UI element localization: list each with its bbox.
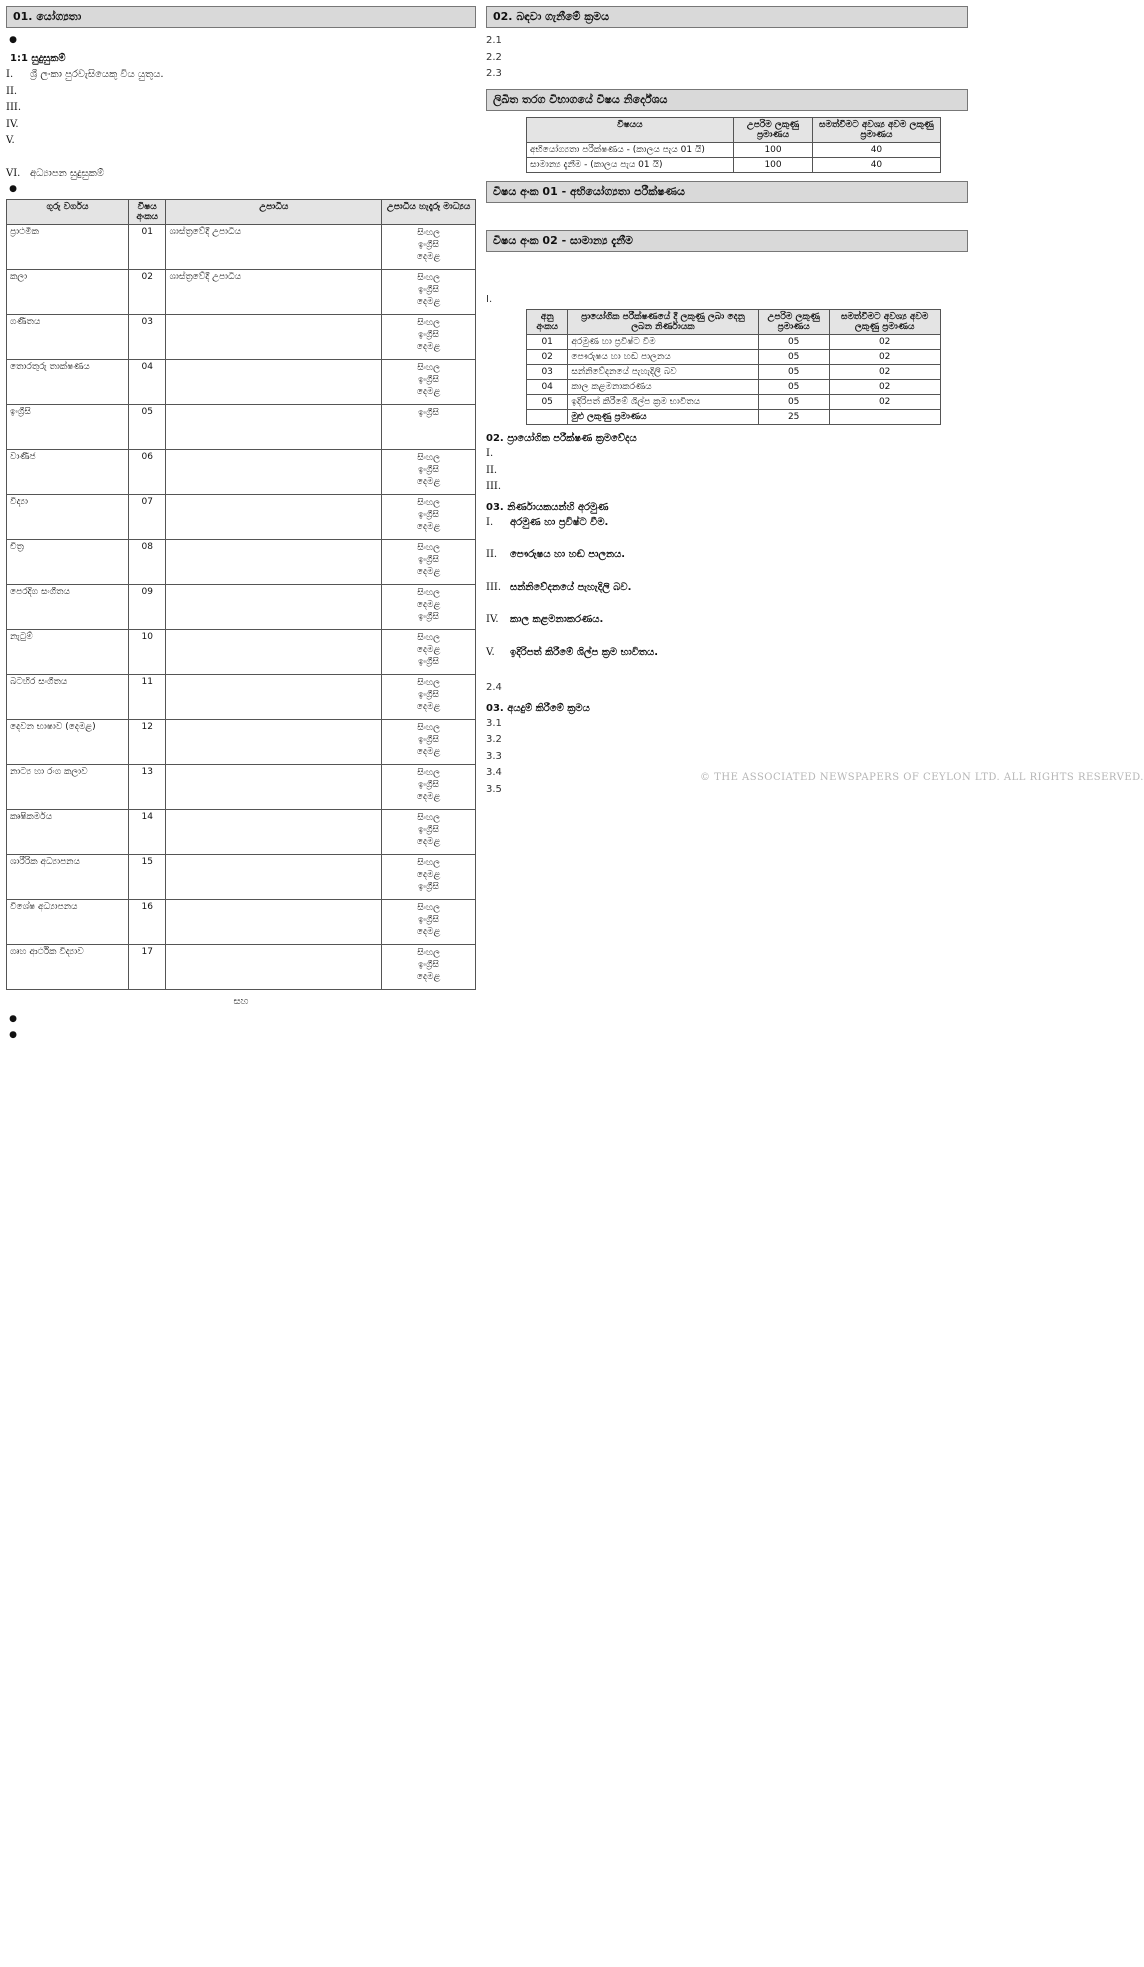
bottom-bullet — [6, 1029, 476, 1042]
medium-cell — [382, 585, 476, 630]
numbered-paragraph: 2.3 — [486, 68, 502, 79]
subject-no-cell: 17 — [128, 945, 166, 990]
medium-item: ඉංග්‍රීසි — [418, 960, 439, 971]
numbered-paragraph: 3.2 — [486, 734, 502, 745]
table-row — [7, 495, 476, 540]
numbered-paragraph: 2.4 — [486, 682, 502, 693]
medium-item: ඉංග්‍රීසි — [418, 882, 439, 893]
medium-cell — [382, 270, 476, 315]
header-degree: උපාධිය — [166, 200, 382, 225]
left-column — [6, 6, 476, 1045]
medium-cell — [382, 450, 476, 495]
medium-cell — [382, 855, 476, 900]
numbered-paragraph: 3.1 — [486, 717, 502, 729]
table-row — [7, 360, 476, 405]
table-row — [7, 450, 476, 495]
total-label-cell: මුළු ලකුණු ප්‍රමාණය — [568, 410, 758, 425]
header-medium: උපාධිය හැදෑරූ මාධ්‍යය — [382, 200, 476, 225]
header-subject: විෂයය — [527, 117, 734, 142]
section-application-title: 03. අයදුම් කිරීමේ ක්‍රමය — [486, 702, 590, 714]
medium-cell — [382, 765, 476, 810]
exam-note — [486, 277, 968, 290]
education-intro — [6, 183, 476, 196]
row-no-cell: 03 — [527, 365, 568, 380]
bottom-bullet — [6, 1013, 476, 1026]
subject-no-cell: 08 — [128, 540, 166, 585]
teacher-category-cell: තොරතුරු තාක්ෂණය — [7, 360, 129, 405]
criterion-cell: කාල කළමනාකරණය — [568, 380, 758, 395]
medium-item: සිංහල — [417, 588, 440, 598]
min-marks-cell: 02 — [829, 380, 940, 395]
medium-item: සිංහල — [417, 273, 440, 283]
min-marks-cell: 02 — [829, 395, 940, 410]
teacher-category-cell: ගෘහ ආර්ථික විද්‍යාව — [7, 945, 129, 990]
medium-item: ඉංග්‍රීසි — [418, 465, 439, 476]
medium-cell — [382, 360, 476, 405]
medium-item: දෙමළ — [416, 477, 441, 488]
medium-item: සිංහල — [417, 948, 440, 958]
qualification-item: V. — [6, 135, 15, 146]
subject-1-title: විෂය අංක 01 - අභියෝග්‍යතා පරීක්ෂණය — [486, 181, 968, 203]
subject-no-cell: 02 — [128, 270, 166, 315]
max-marks-cell: 100 — [733, 142, 813, 157]
bullet-icon: ● — [9, 184, 17, 194]
medium-item: දෙමළ — [416, 870, 441, 881]
header-subject-no: විෂය අංකය — [128, 200, 166, 225]
table-row — [7, 225, 476, 270]
criterion-number: III. — [486, 581, 502, 593]
criterion-cell: ඉදිරිපත් කිරීමේ ශිල්ප ක්‍රම භාවිතය — [568, 395, 758, 410]
criterion-cell: පෞරුෂය හා හඬ පාලනය — [568, 350, 758, 365]
medium-item: දෙමළ — [416, 645, 441, 656]
teacher-category-cell: ප්‍රාථමික — [7, 225, 129, 270]
criterion-heading — [486, 516, 968, 530]
medium-cell — [382, 540, 476, 585]
table-row — [7, 945, 476, 990]
medium-item: සිංහල — [417, 318, 440, 328]
criterion-text — [510, 532, 968, 545]
subject-no-cell: 15 — [128, 855, 166, 900]
criterion-number: II. — [486, 549, 498, 560]
header-teacher-category: ගුරු වර්ගය — [7, 200, 129, 225]
teacher-category-cell: පෙරදිග සංගීතය — [7, 585, 129, 630]
criterion-text — [510, 630, 968, 643]
medium-item: සිංහල — [417, 633, 440, 643]
medium-item: දෙමළ — [416, 702, 441, 713]
subject-no-cell: 12 — [128, 720, 166, 765]
subject-1-text — [486, 209, 968, 222]
table-row — [7, 675, 476, 720]
criterion-number: IV. — [486, 614, 499, 625]
total-value-cell: 25 — [758, 410, 829, 425]
medium-cell — [382, 810, 476, 855]
qualification-item: I. ශ්‍රී ලංකා පුරවැසියෙකු විය යුතුය. — [6, 69, 164, 80]
medium-item: සිංහල — [417, 498, 440, 508]
criteria-list — [486, 516, 968, 676]
medium-item: සිංහල — [417, 858, 440, 868]
min-marks-cell: 02 — [829, 350, 940, 365]
numbered-paragraph: 2.1 — [486, 35, 502, 46]
header-min-marks: සමත්වීමට අවශ්‍ය අවම ලකුණු ප්‍රමාණය — [813, 117, 940, 142]
degree-cell — [166, 900, 382, 945]
method-item: III. — [486, 481, 502, 492]
criterion-title: පෞරුෂය හා හඬ පාලනය. — [510, 549, 626, 560]
medium-item: දෙමළ — [416, 600, 441, 611]
row-no-cell: 05 — [527, 395, 568, 410]
total-empty-cell — [829, 410, 940, 425]
degree-cell — [166, 585, 382, 630]
medium-item: ඉංග්‍රීසි — [418, 657, 439, 668]
medium-item: ඉංග්‍රීසි — [418, 735, 439, 746]
degree-cell — [166, 855, 382, 900]
qualification-item: VI. අධ්‍යාපන සුදුසුකම් — [6, 167, 105, 179]
section-eligibility-title: 01. යෝග්‍යතා — [6, 6, 476, 28]
subject-no-cell: 05 — [128, 405, 166, 450]
medium-cell — [382, 900, 476, 945]
medium-item: දෙමළ — [416, 567, 441, 578]
table-row — [527, 365, 941, 380]
header-max-marks: උපරිම ලකුණු ප්‍රමාණය — [733, 117, 813, 142]
degree-cell: ශාස්ත්‍රවේදී උපාධිය — [166, 225, 382, 270]
teacher-category-cell: විශේෂ අධ්‍යාපනය — [7, 900, 129, 945]
subject-no-cell: 01 — [128, 225, 166, 270]
watermark: © THE ASSOCIATED NEWSPAPERS OF CEYLON LTD. ALL RIGHTS RESERVED. — [700, 772, 1144, 783]
exam-marks-table — [526, 117, 941, 173]
criterion-title: ඉදිරිපත් කිරීමේ ශිල්ප ක්‍රම භාවිතය. — [510, 646, 659, 658]
medium-item: ඉංග්‍රීසි — [418, 330, 439, 341]
medium-cell — [382, 675, 476, 720]
criterion-heading — [486, 613, 968, 627]
numbered-paragraph: 2.2 — [486, 51, 502, 63]
bullet-icon: ● — [9, 1014, 17, 1024]
degree-cell — [166, 675, 382, 720]
medium-cell — [382, 405, 476, 450]
subject-no-cell: 06 — [128, 450, 166, 495]
subject-2-text — [486, 258, 968, 271]
table-row — [7, 810, 476, 855]
total-empty-cell — [527, 410, 568, 425]
section-recruitment-title: 02. බඳවා ගැනීමේ ක්‍රමය — [486, 6, 968, 28]
header-row-no: අනු අංකය — [527, 310, 568, 335]
medium-item: දෙමළ — [416, 927, 441, 938]
max-marks-cell: 05 — [758, 380, 829, 395]
degree-cell — [166, 450, 382, 495]
medium-cell — [382, 720, 476, 765]
criterion-number: V. — [486, 646, 495, 658]
subject-no-cell: 10 — [128, 630, 166, 675]
criterion-text — [510, 662, 968, 675]
subject-no-cell: 09 — [128, 585, 166, 630]
table-row — [7, 765, 476, 810]
medium-item: සිංහල — [417, 768, 440, 778]
numbered-paragraph: 3.5 — [486, 783, 502, 795]
degree-cell — [166, 540, 382, 585]
medium-item: ඉංග්‍රීසි — [418, 408, 439, 418]
criterion-heading — [486, 581, 968, 595]
criterion-number: I. — [486, 516, 494, 528]
teacher-category-cell: ශාරීරික අධ්‍යාපනය — [7, 855, 129, 900]
criterion-text — [510, 597, 968, 610]
degree-cell — [166, 405, 382, 450]
medium-item: දෙමළ — [416, 342, 441, 353]
subject-cell: සාමාන්‍ය දැනීම - (කාලය පැය 01 යි) — [527, 157, 734, 172]
medium-item: ඉංග්‍රීසි — [418, 375, 439, 386]
subject-no-cell: 11 — [128, 675, 166, 720]
medium-cell — [382, 630, 476, 675]
table-row — [7, 900, 476, 945]
medium-item: ඉංග්‍රීසි — [418, 510, 439, 521]
medium-item: සිංහල — [417, 903, 440, 913]
medium-item: දෙමළ — [416, 837, 441, 848]
max-marks-cell: 05 — [758, 395, 829, 410]
medium-item: දෙමළ — [416, 252, 441, 263]
qualifications-subtitle: 1:1 සුදුසුකම් — [10, 53, 66, 64]
medium-cell — [382, 315, 476, 360]
method-item: II. — [486, 464, 498, 476]
header-criterion: ප්‍රායෝගික පරීක්ෂණයේ දී ලකුණු ලබා දෙනු ලබන නිර්ණායක — [568, 310, 758, 335]
teacher-category-cell: දෙවන භාෂාව (දෙමළ) — [7, 720, 129, 765]
criterion-cell: සන්නිවේදනයේ පැහැදිලි බව — [568, 365, 758, 380]
bullet-icon: ● — [9, 35, 17, 45]
degree-cell — [166, 810, 382, 855]
table-row — [527, 157, 941, 172]
practical-method-title: 02. ප්‍රායෝගික පරීක්ෂණ ක්‍රමවේදය — [486, 433, 637, 444]
qualification-item: IV. — [6, 118, 19, 130]
numbered-paragraph: 3.4 — [486, 767, 502, 778]
medium-item: ඉංග්‍රීසි — [418, 612, 439, 623]
subject-2-title: විෂය අංක 02 - සාමාන්‍ය දැනීම — [486, 230, 968, 252]
degree-cell — [166, 360, 382, 405]
table-row — [527, 335, 941, 350]
medium-item: ඉංග්‍රීසි — [418, 915, 439, 926]
practical-marks-table — [526, 309, 941, 425]
criterion-title: කාල කළමනාකරණය. — [510, 614, 604, 625]
medium-item: ඉංග්‍රීසි — [418, 780, 439, 791]
teacher-category-cell: බටහිර සංගීතය — [7, 675, 129, 720]
min-marks-cell: 40 — [813, 142, 940, 157]
subject-no-cell: 16 — [128, 900, 166, 945]
degree-cell — [166, 315, 382, 360]
medium-item: සිංහල — [417, 363, 440, 373]
min-marks-cell: 02 — [829, 335, 940, 350]
min-marks-cell: 40 — [813, 157, 940, 172]
table-row — [7, 540, 476, 585]
table-row — [7, 855, 476, 900]
subject-no-cell: 03 — [128, 315, 166, 360]
medium-item: සිංහල — [417, 723, 440, 733]
degree-cell — [166, 765, 382, 810]
medium-item: ඉංග්‍රීසි — [418, 825, 439, 836]
degree-cell: ශාස්ත්‍රවේදී උපාධිය — [166, 270, 382, 315]
subject-cell: අභියෝග්‍යතා පරීක්ෂණය - (කාලය පැය 01 යි) — [527, 142, 734, 157]
total-row — [527, 410, 941, 425]
medium-item: සිංහල — [417, 813, 440, 823]
medium-item: ඉංග්‍රීසි — [418, 285, 439, 296]
teacher-category-cell: විද්‍යා — [7, 495, 129, 540]
teacher-category-cell: නැටුම් — [7, 630, 129, 675]
table-row — [527, 142, 941, 157]
table-row — [7, 585, 476, 630]
table-row — [7, 315, 476, 360]
teacher-category-cell: නාට්‍ය හා රංග කලාව — [7, 765, 129, 810]
teacher-category-cell: කෘෂිකර්මය — [7, 810, 129, 855]
medium-item: සිංහල — [417, 228, 440, 238]
degree-cell — [166, 495, 382, 540]
row-no-cell: 01 — [527, 335, 568, 350]
qualification-item: III. — [6, 102, 22, 113]
max-marks-cell: 05 — [758, 335, 829, 350]
medium-cell — [382, 495, 476, 540]
qualification-table-body — [7, 225, 476, 990]
degree-cell — [166, 720, 382, 765]
teacher-category-cell: ඉංග්‍රීසි — [7, 405, 129, 450]
medium-item: ඉංග්‍රීසි — [418, 240, 439, 251]
medium-item: ඉංග්‍රීසි — [418, 555, 439, 566]
table-row — [527, 380, 941, 395]
qualification-note — [6, 151, 476, 164]
header-max-marks: උපරිම ලකුණු ප්‍රමාණය — [758, 310, 829, 335]
subject-no-cell: 13 — [128, 765, 166, 810]
and-word: සහ — [233, 996, 249, 1007]
max-marks-cell: 05 — [758, 365, 829, 380]
medium-cell — [382, 945, 476, 990]
criterion-title: අරමුණ හා ප්‍රවිෂ්ට වීම. — [510, 516, 609, 528]
medium-item: සිංහල — [417, 543, 440, 553]
method-item: I. — [486, 448, 494, 459]
table-row — [7, 405, 476, 450]
bullet-icon: ● — [9, 1030, 17, 1040]
criterion-heading — [486, 548, 968, 562]
medium-item: ඉංග්‍රීසි — [418, 690, 439, 701]
teacher-category-cell: චිත්‍ර — [7, 540, 129, 585]
degree-cell — [166, 945, 382, 990]
medium-item: දෙමළ — [416, 792, 441, 803]
practical-intro: I. — [486, 293, 493, 305]
row-no-cell: 02 — [527, 350, 568, 365]
qualification-table — [6, 199, 476, 990]
medium-item: දෙමළ — [416, 747, 441, 758]
row-no-cell: 04 — [527, 380, 568, 395]
medium-item: දෙමළ — [416, 972, 441, 983]
medium-item: සිංහල — [417, 453, 440, 463]
teacher-category-cell: වාණිජ — [7, 450, 129, 495]
subject-no-cell: 04 — [128, 360, 166, 405]
degree-cell — [166, 630, 382, 675]
table-row — [7, 270, 476, 315]
criterion-text — [510, 565, 968, 578]
teacher-category-cell: කලා — [7, 270, 129, 315]
criteria-purpose-title: 03. නිර්ණායකයන්හි අරමුණ — [486, 501, 609, 513]
subject-no-cell: 07 — [128, 495, 166, 540]
numbered-paragraph: 3.3 — [486, 750, 502, 762]
max-marks-cell: 100 — [733, 157, 813, 172]
medium-item: දෙමළ — [416, 387, 441, 398]
medium-item: සිංහල — [417, 678, 440, 688]
criterion-heading — [486, 646, 968, 660]
header-min-marks: සමත්වීමට අවශ්‍ය අවම ලකුණු ප්‍රමාණය — [829, 310, 940, 335]
max-marks-cell: 05 — [758, 350, 829, 365]
medium-cell — [382, 225, 476, 270]
qualification-item: II. — [6, 85, 18, 97]
subject-no-cell: 14 — [128, 810, 166, 855]
table-row — [7, 720, 476, 765]
practical-table-body — [527, 335, 941, 425]
medium-item: දෙමළ — [416, 522, 441, 533]
table-row — [527, 395, 941, 410]
criterion-cell: අරමුණ හා ප්‍රවිෂ්ට වීම — [568, 335, 758, 350]
eligibility-intro — [6, 34, 476, 47]
min-marks-cell: 02 — [829, 365, 940, 380]
medium-item: දෙමළ — [416, 297, 441, 308]
criterion-title: සන්නිවේදනයේ පැහැදිලි බව. — [510, 581, 632, 593]
teacher-category-cell: ගණිතය — [7, 315, 129, 360]
table-row — [527, 350, 941, 365]
table-row — [7, 630, 476, 675]
written-exam-syllabus-title: ලිඛිත තරග විභාගයේ විෂය නිර්දේශය — [486, 89, 968, 111]
right-column — [486, 6, 968, 799]
